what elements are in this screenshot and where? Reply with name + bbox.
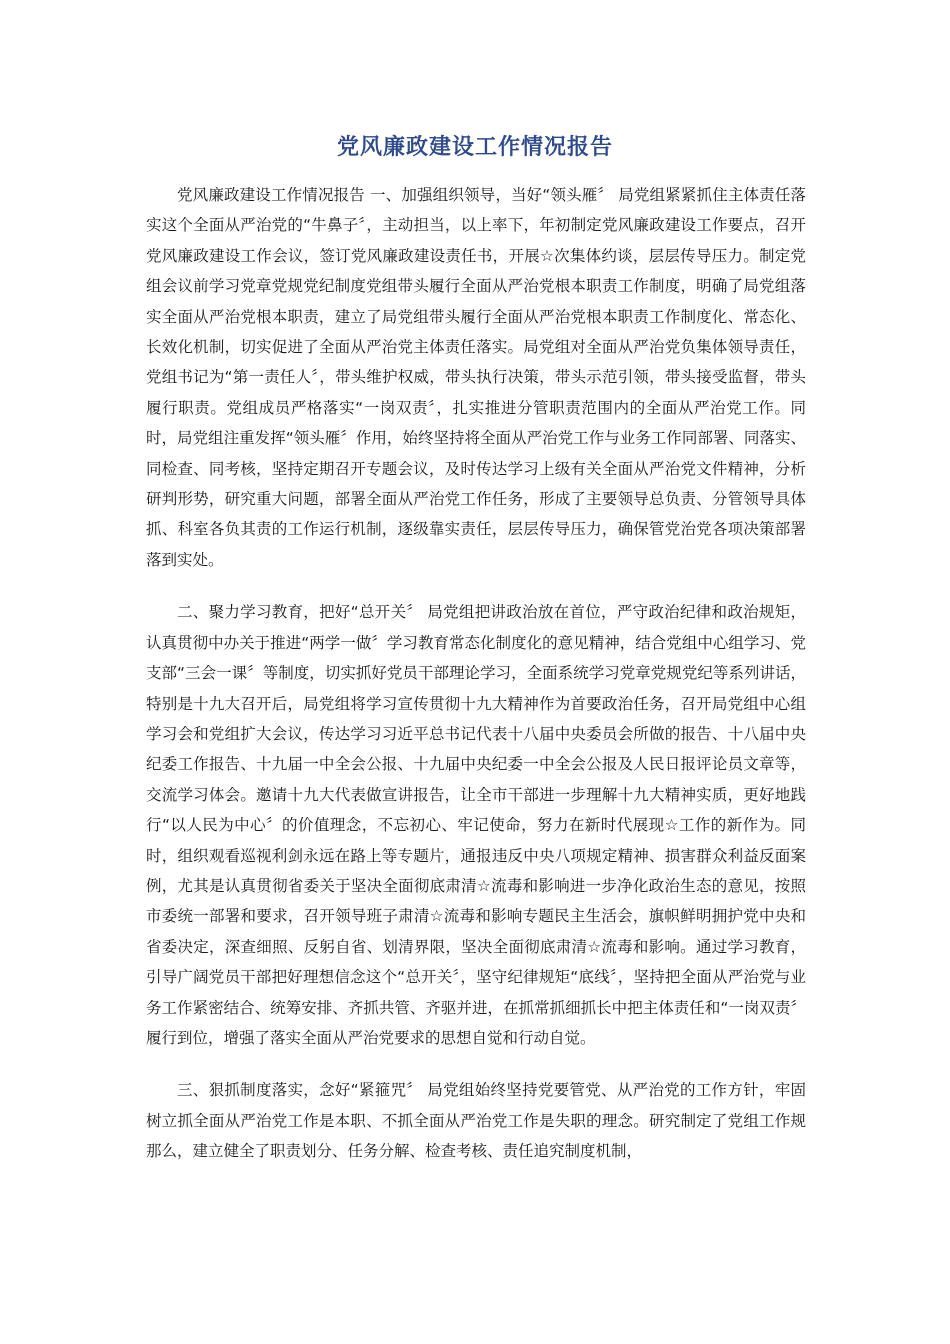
document-title: 党风廉政建设工作情况报告: [336, 135, 613, 160]
paragraph-1: 党风廉政建设工作情况报告 一、加强组织领导，当好“领头雁〞 局党组紧紧抓住主体责任落实这个全面从严治党的“牛鼻子〞，主动担当，以上率下，年初制定党风廉政建设工作要点，召开党风廉政建设工作会议，签订党风廉政建设责任书，开展☆次集体约谈，层层传导压力。制定党组会议前学习党章党规党纪制度党组带头履行全面从严治党根本职责工作制度，明确了局党组落实全面从严治党根本职责，建立了局党组带头履行全面从严治党根本职责工作制度化、常态化、长效化机制，切实促进了全面从严治党主体责任落实。局党组对全面从严治党负集体领导责任，党组书记为“第一责任人〞，带头维护权威，带头执行决策，带头示范引领，带头接受监督，带头履行职责。党组成员严格落实“一岗双责〞，扎实推进分管职责范围内的全面从严治党工作。同时，局党组注重发挥“领头雁〞作用，始终坚持将全面从严治党工作与业务工作同部署、同落实、同检查、同考核，坚持定期召开专题会议，及时传达学习上级有关全面从严治党文件精神，分析研判形势，研究重大问题，部署全面从严治党工作任务，形成了主要领导总负责、分管领导具体抓、科室各负其责的工作运行机制，逐级靠实责任，层层传导压力，确保管党治党各项决策部署落到实处。: [146, 186, 806, 569]
paragraph-2: 二、聚力学习教育，把好“总开关〞 局党组把讲政治放在首位，严守政治纪律和政治规矩，认真贯彻中办关于推进“两学一做〞学习教育常态化制度化的意见精神，结合党组中心组学习、党支部“三会一课〞等制度，切实抓好党员干部理论学习，全面系统学习党章党规党纪等系列讲话，特别是十九大召开后，局党组将学习宣传贯彻十九大精神作为首要政治任务，召开局党组中心组学习会和党组扩大会议，传达学习习近平总书记代表十八届中央委员会所做的报告、十八届中央纪委工作报告、十九届一中全会公报、十九届中央纪委一中全会公报及人民日报评论员文章等，交流学习体会。邀请十九大代表做宣讲报告，让全市干部进一步理解十九大精神实质，更好地践行“以人民为中心〞的价值理念，不忘初心、牢记使命，努力在新时代展现☆工作的新作为。同时，组织观看巡视利剑永远在路上等专题片，通报违反中央八项规定精神、损害群众利益反面案例，尤其是认真贯彻省委关于坚决全面彻底肃清☆流毒和影响进一步净化政治生态的意见，按照市委统一部署和要求，召开领导班子肃清☆流毒和影响专题民主生活会，旗帜鲜明拥护党中央和省委决定，深查细照、反躬自省、划清界限，坚决全面彻底肃清☆流毒和影响。通过学习教育，引导广阔党员干部把好理想信念这个“总开关〞，坚守纪律规矩“底线〞，坚持把全面从严治党与业务工作紧密结合、统筹安排、齐抓共管、齐驱并进，在抓常抓细抓长中把主体责任和“一岗双责〞履行到位，增强了落实全面从严治党要求的思想自觉和行动自觉。: [146, 603, 806, 1047]
document-body: [146, 180, 806, 1167]
paragraph-3: 三、狠抓制度落实，念好“紧箍咒〞 局党组始终坚持党要管党、从严治党的工作方针，牢固树立抓全面从严治党工作是本职、不抓全面从严治党工作是失职的理念。研究制定了党组工作规那么，建立健全了职责划分、任务分解、检查考核、责任追究制度机制，: [146, 1081, 806, 1161]
